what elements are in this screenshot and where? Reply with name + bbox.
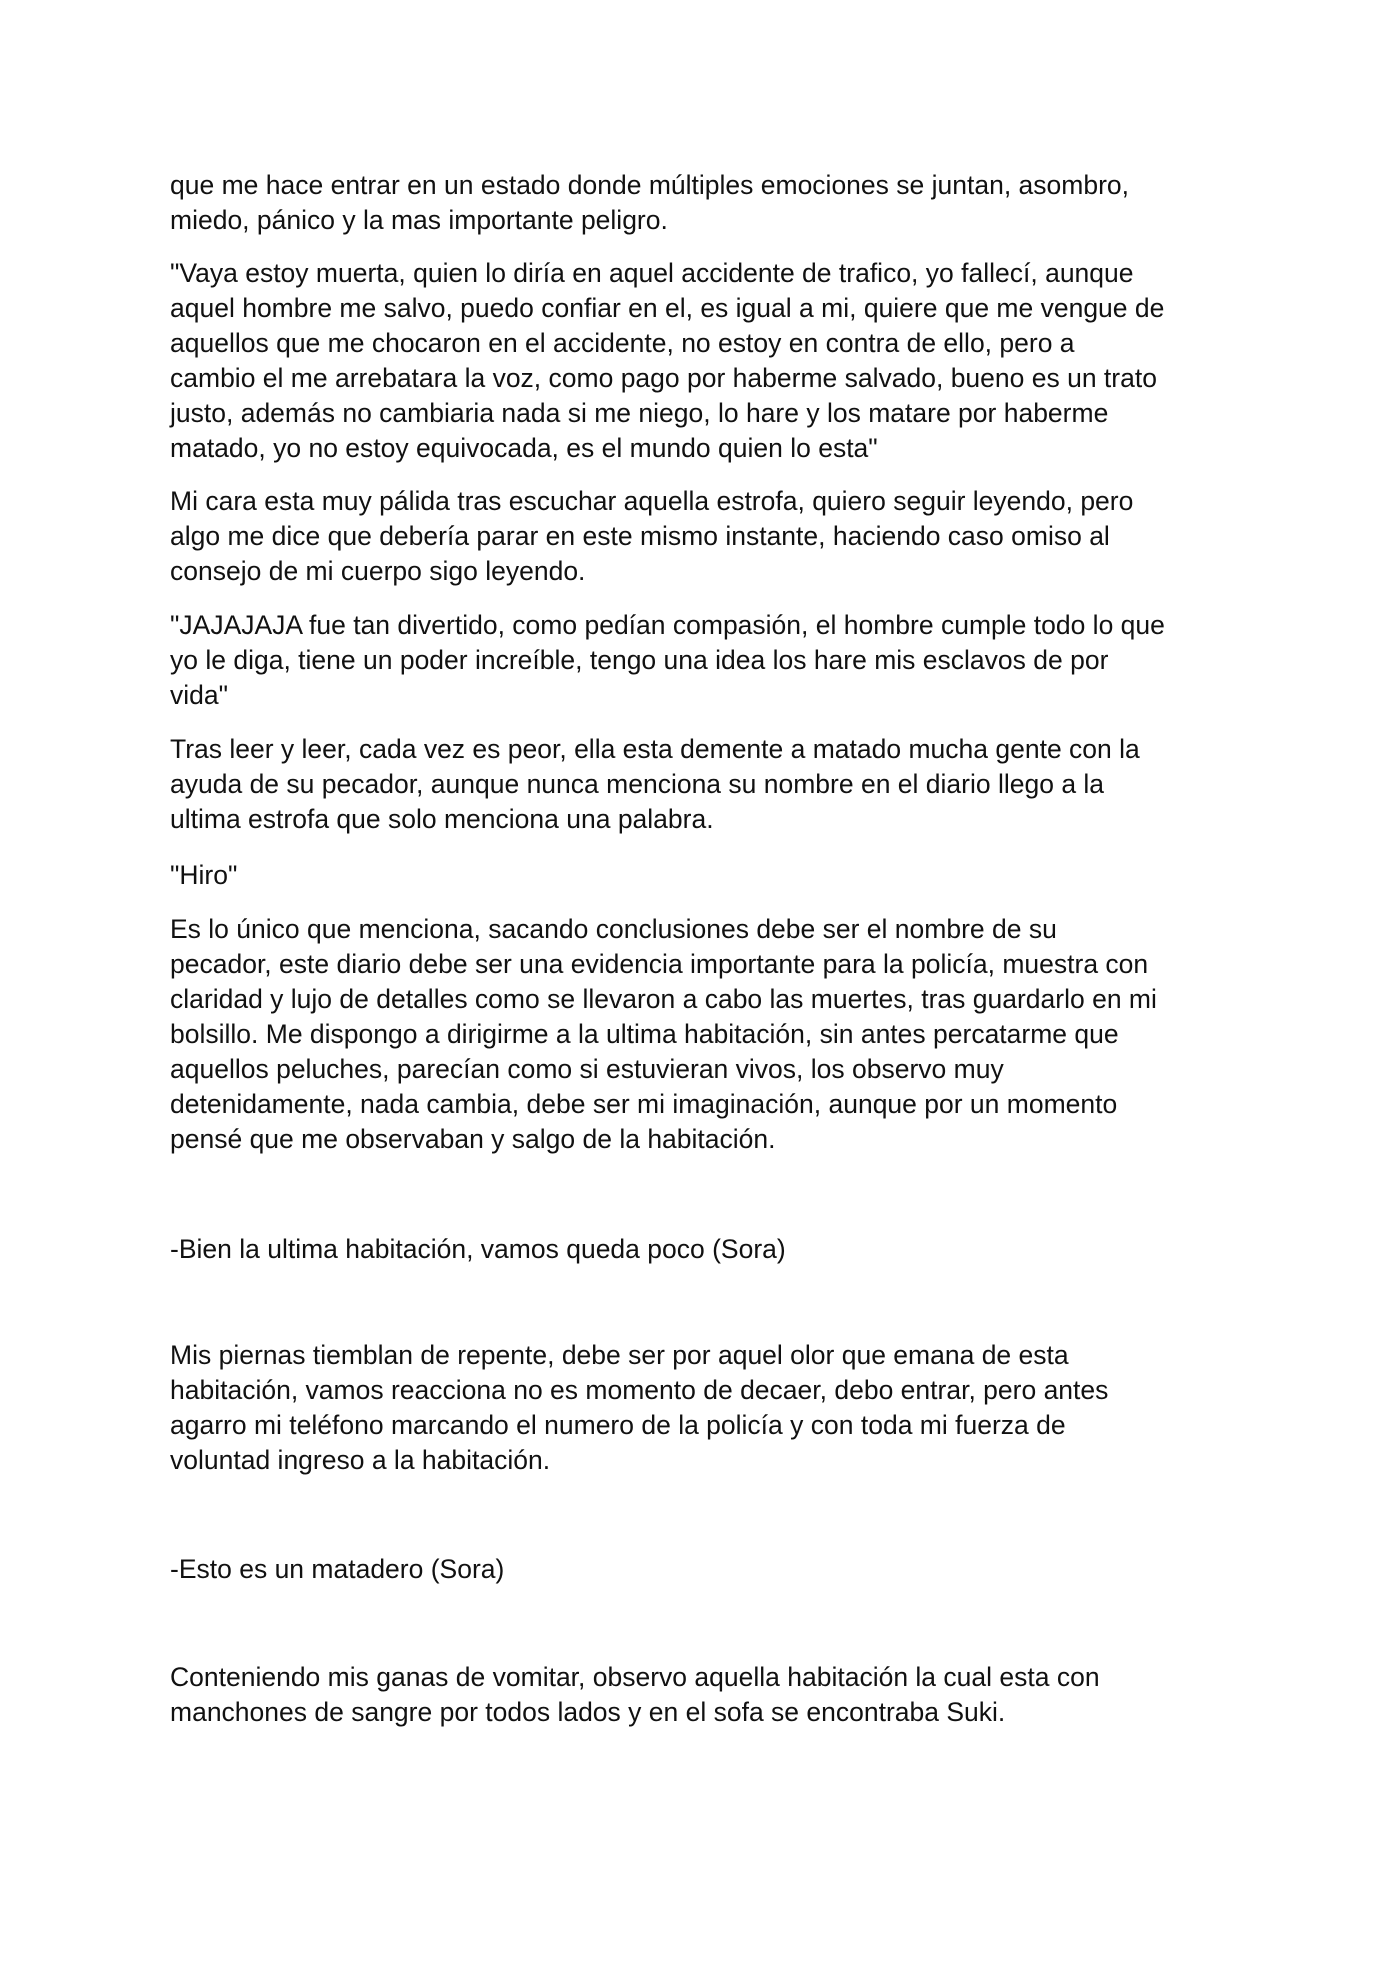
text-line: claridad y lujo de detalles como se llevaron a cabo las muertes, tras guardarlo en mi [170,984,1157,1014]
paragraph-6 [170,858,1240,893]
text-line: Mis piernas tiemblan de repente, debe ser por aquel olor que emana de esta [170,1340,1069,1370]
text-line: -Bien la ultima habitación, vamos queda poco (Sora) [170,1234,786,1264]
text-line: ultima estrofa que solo menciona una palabra. [170,804,714,834]
paragraph-2 [170,256,1240,466]
text-line: pecador, este diario debe ser una evidencia importante para la policía, muestra con [170,949,1149,979]
text-line: consejo de mi cuerpo sigo leyendo. [170,556,586,586]
text-line: "Hiro" [170,860,238,890]
text-line: que me hace entrar en un estado donde múltiples emociones se juntan, asombro, [170,170,1130,200]
paragraph-1 [170,168,1240,238]
text-line: ayuda de su pecador, aunque nunca menciona su nombre en el diario llego a la [170,769,1105,799]
text-line: voluntad ingreso a la habitación. [170,1445,551,1475]
text-line: aquellos peluches, parecían como si estuvieran vivos, los observo muy [170,1054,1004,1084]
text-line: manchones de sangre por todos lados y en el sofa se encontraba Suki. [170,1697,1006,1727]
text-line: "JAJAJAJA fue tan divertido, como pedían compasión, el hombre cumple todo lo que [170,610,1165,640]
paragraph-7 [170,912,1240,1157]
text-line: "Vaya estoy muerta, quien lo diría en aquel accidente de trafico, yo fallecí, aunque [170,258,1134,288]
text-line: miedo, pánico y la mas importante peligro. [170,205,668,235]
dialogue-line-2 [170,1552,1240,1587]
paragraph-4 [170,608,1240,713]
text-line: Es lo único que menciona, sacando conclusiones debe ser el nombre de su [170,914,1057,944]
text-line: Conteniendo mis ganas de vomitar, observo aquella habitación la cual esta con [170,1662,1100,1692]
paragraph-9 [170,1660,1240,1730]
dialogue-line-1 [170,1232,1240,1267]
text-line: justo, además no cambiaria nada si me niego, lo hare y los matare por haberme [170,398,1109,428]
paragraph-8 [170,1338,1240,1478]
paragraph-3 [170,484,1240,589]
text-line: matado, yo no estoy equivocada, es el mundo quien lo esta" [170,433,878,463]
text-line: habitación, vamos reacciona no es momento de decaer, debo entrar, pero antes [170,1375,1109,1405]
text-line: pensé que me observaban y salgo de la habitación. [170,1124,776,1154]
text-line: aquellos que me chocaron en el accidente, no estoy en contra de ello, pero a [170,328,1075,358]
text-line: Tras leer y leer, cada vez es peor, ella esta demente a matado mucha gente con la [170,734,1140,764]
paragraph-5 [170,732,1240,837]
text-line: algo me dice que debería parar en este mismo instante, haciendo caso omiso al [170,521,1110,551]
text-line: agarro mi teléfono marcando el numero de la policía y con toda mi fuerza de [170,1410,1066,1440]
text-line: Mi cara esta muy pálida tras escuchar aquella estrofa, quiero seguir leyendo, pero [170,486,1134,516]
text-line: yo le diga, tiene un poder increíble, tengo una idea los hare mis esclavos de por [170,645,1109,675]
text-line: cambio el me arrebatara la voz, como pago por haberme salvado, bueno es un trato [170,363,1157,393]
text-line: -Esto es un matadero (Sora) [170,1554,505,1584]
text-line: vida" [170,680,229,710]
text-line: bolsillo. Me dispongo a dirigirme a la ultima habitación, sin antes percatarme que [170,1019,1119,1049]
text-line: detenidamente, nada cambia, debe ser mi imaginación, aunque por un momento [170,1089,1118,1119]
text-line: aquel hombre me salvo, puedo confiar en el, es igual a mi, quiere que me vengue de [170,293,1165,323]
